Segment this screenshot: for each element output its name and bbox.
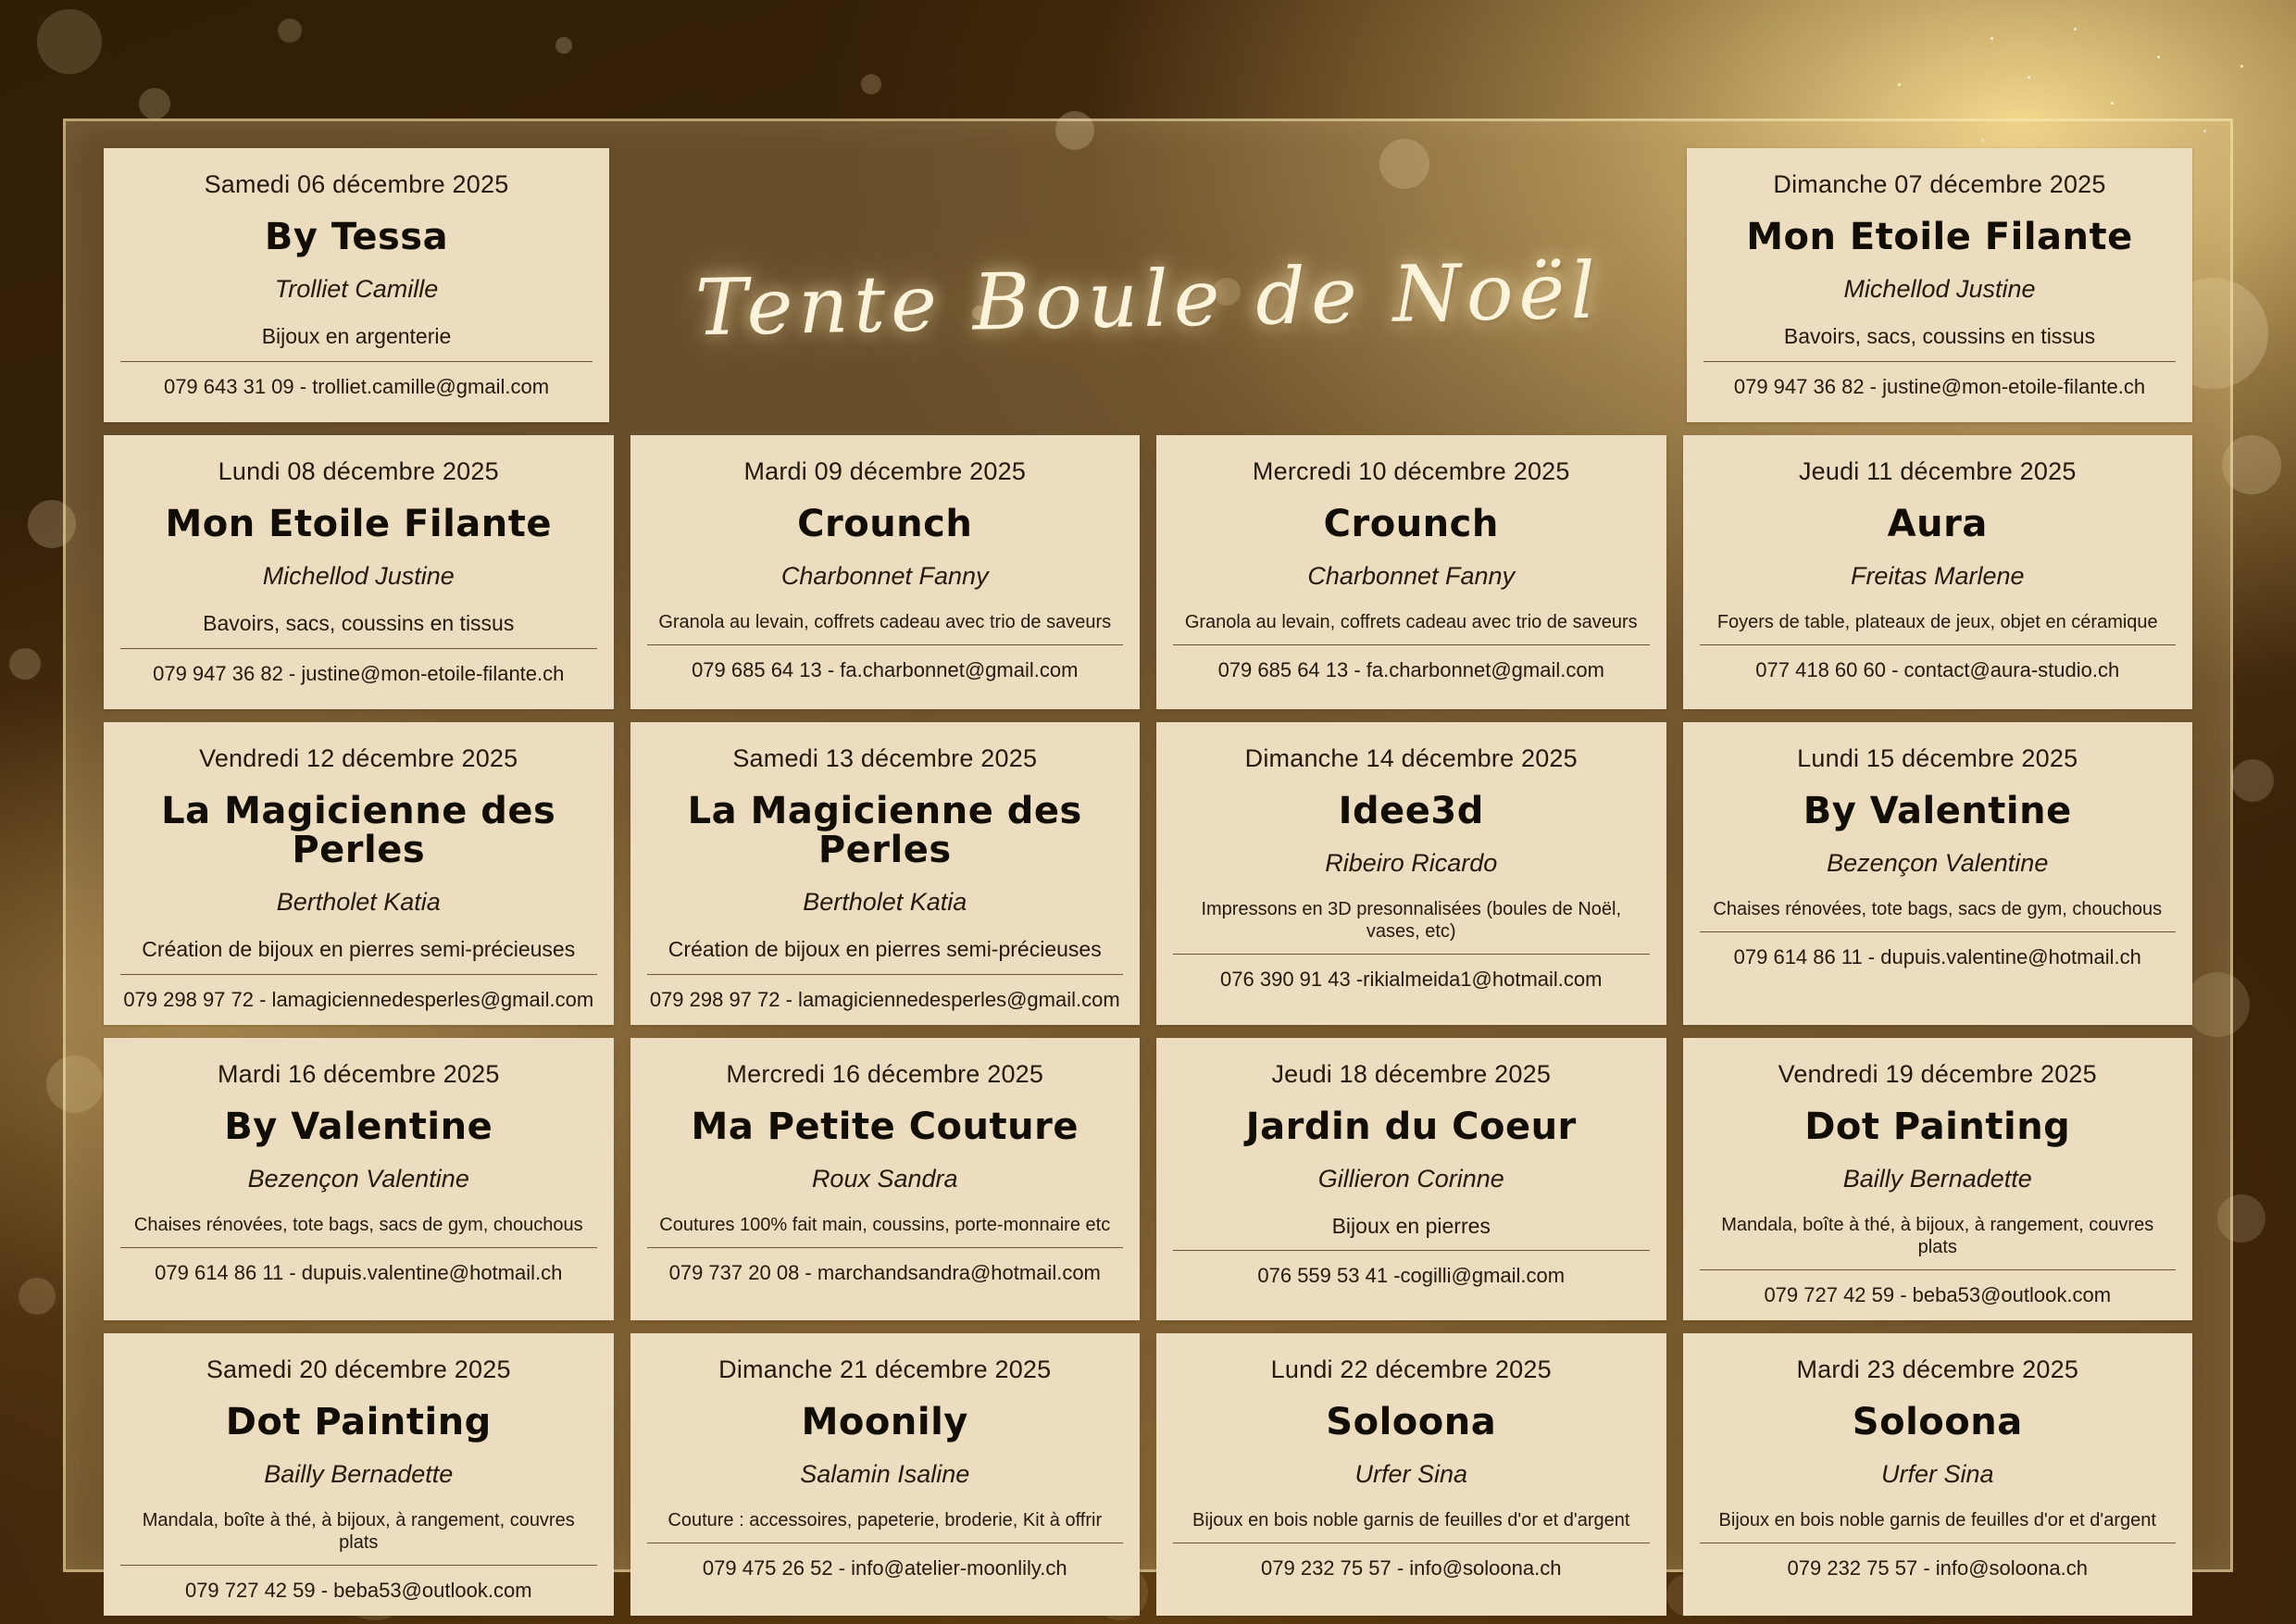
card-desc: Impressons en 3D presonnalisées (boules de Noël, vases, etc) <box>1173 898 1650 955</box>
card-shop: La Magicienne des Perles <box>161 790 556 871</box>
card-desc: Couture : accessoires, papeterie, broderie, Kit à offrir <box>647 1509 1124 1543</box>
card-date: Jeudi 18 décembre 2025 <box>1271 1059 1552 1088</box>
card-shop: By Valentine <box>224 1105 493 1148</box>
schedule-grid <box>104 435 2192 1616</box>
card-shop: La Magicienne des Perles <box>687 790 1082 871</box>
card-date: Mardi 23 décembre 2025 <box>1796 1355 2079 1383</box>
card-contact[interactable]: 079 232 75 57 - info@soloona.ch <box>1787 1555 2088 1580</box>
card-shop: By Tessa <box>264 216 449 258</box>
card-date: Samedi 20 décembre 2025 <box>206 1355 511 1383</box>
vendor-card[interactable] <box>1156 435 1666 709</box>
sparkle-icon <box>2028 76 2030 79</box>
bokeh-circle <box>9 648 41 680</box>
bokeh-circle <box>861 74 881 94</box>
card-date: Dimanche 07 décembre 2025 <box>1773 170 2106 198</box>
card-date: Mercredi 16 décembre 2025 <box>726 1059 1044 1088</box>
card-desc: Granola au levain, coffrets cadeau avec trio de saveurs <box>1173 611 1650 645</box>
vendor-card[interactable] <box>630 1333 1141 1616</box>
sparkle-icon <box>2111 102 2114 105</box>
card-person: Urfer Sina <box>1354 1459 1468 1488</box>
vendor-card[interactable] <box>104 1038 614 1320</box>
card-date: Lundi 22 décembre 2025 <box>1270 1355 1552 1383</box>
card-person: Salamin Isaline <box>800 1459 970 1488</box>
vendor-card[interactable] <box>1156 722 1666 1025</box>
card-date: Vendredi 19 décembre 2025 <box>1778 1059 2097 1088</box>
card-person: Charbonnet Fanny <box>1307 562 1516 590</box>
card-date: Jeudi 11 décembre 2025 <box>1798 457 2077 485</box>
card-person: Charbonnet Fanny <box>780 562 989 590</box>
card-date: Lundi 08 décembre 2025 <box>218 457 499 485</box>
card-contact[interactable]: 079 727 42 59 - beba53@outlook.com <box>1764 1282 2112 1306</box>
card-shop: Ma Petite Couture <box>691 1105 1079 1148</box>
card-person: Bailly Bernadette <box>264 1459 454 1488</box>
card-contact[interactable]: 079 947 36 82 - justine@mon-etoile-filante.ch <box>153 661 565 685</box>
card-contact[interactable]: 076 559 53 41 -cogilli@gmail.com <box>1257 1264 1566 1288</box>
card-desc: Mandala, boîte à thé, à bijoux, à rangement, couvres plats <box>1700 1214 2177 1270</box>
card-date: Mardi 09 décembre 2025 <box>743 457 1027 485</box>
card-contact[interactable]: 079 947 36 82 - justine@mon-etoile-filante.ch <box>1733 374 2146 398</box>
card-person: Trolliet Camille <box>274 275 439 303</box>
card-contact[interactable]: 079 232 75 57 - info@soloona.ch <box>1261 1555 1562 1580</box>
card-date: Samedi 13 décembre 2025 <box>732 744 1038 772</box>
card-shop: Soloona <box>1852 1400 2023 1443</box>
card-contact[interactable]: 079 614 86 11 - dupuis.valentine@hotmail.ch <box>155 1260 563 1284</box>
card-desc: Bijoux en bois noble garnis de feuilles d'or et d'argent <box>1700 1509 2177 1543</box>
card-desc: Bavoirs, sacs, coussins en tissus <box>1703 324 2176 362</box>
card-date: Lundi 15 décembre 2025 <box>1797 744 2078 772</box>
card-desc: Création de bijoux en pierres semi-précieuses <box>647 937 1124 975</box>
card-contact[interactable]: 077 418 60 60 - contact@aura-studio.ch <box>1755 658 2120 681</box>
sparkle-icon <box>1990 37 1993 40</box>
card-shop: Moonily <box>801 1400 968 1443</box>
card-contact[interactable]: 079 614 86 11 - dupuis.valentine@hotmail.ch <box>1733 945 2141 968</box>
vendor-card[interactable] <box>630 1038 1141 1320</box>
card-desc: Bijoux en pierres <box>1173 1214 1650 1252</box>
card-contact[interactable]: 079 685 64 13 - fa.charbonnet@gmail.com <box>1217 658 1604 681</box>
card-person: Bezençon Valentine <box>247 1164 469 1193</box>
card-desc: Bavoirs, sacs, coussins en tissus <box>120 611 597 649</box>
bokeh-circle <box>2231 759 2274 802</box>
vendor-card[interactable] <box>1683 1038 2193 1320</box>
card-shop: Dot Painting <box>1804 1105 2071 1148</box>
card-contact[interactable]: 079 298 97 72 - lamagiciennedesperles@gmail.com <box>649 987 1120 1011</box>
bokeh-circle <box>19 1278 56 1315</box>
vendor-card[interactable] <box>104 1333 614 1616</box>
bokeh-circle <box>139 88 170 119</box>
card-shop: Aura <box>1887 503 1988 545</box>
sparkle-icon <box>2074 28 2077 31</box>
vendor-card[interactable] <box>104 148 609 422</box>
vendor-card[interactable] <box>630 435 1141 709</box>
card-desc: Foyers de table, plateaux de jeux, objet en céramique <box>1700 611 2177 645</box>
card-shop: Idee3d <box>1338 790 1484 832</box>
card-contact[interactable]: 079 643 31 09 - trolliet.camille@gmail.com <box>163 374 550 398</box>
card-desc: Chaises rénovées, tote bags, sacs de gym, chouchous <box>120 1214 597 1248</box>
card-date: Dimanche 21 décembre 2025 <box>718 1355 1052 1383</box>
card-desc: Coutures 100% fait main, coussins, porte-monnaire etc <box>647 1214 1124 1248</box>
sparkle-icon <box>2240 65 2243 68</box>
sparkle-icon <box>1898 83 1901 86</box>
vendor-card[interactable] <box>1156 1038 1666 1320</box>
card-shop: Mon Etoile Filante <box>1746 216 2133 258</box>
card-contact[interactable]: 079 475 26 52 - info@atelier-moonlily.ch <box>702 1555 1067 1580</box>
card-person: Bertholet Katia <box>276 888 441 916</box>
card-person: Freitas Marlene <box>1850 562 2025 590</box>
card-shop: Soloona <box>1326 1400 1497 1443</box>
card-desc: Bijoux en argenterie <box>120 324 593 362</box>
vendor-card[interactable] <box>1683 1333 2193 1616</box>
card-desc: Mandala, boîte à thé, à bijoux, à rangement, couvres plats <box>120 1509 597 1566</box>
card-person: Urfer Sina <box>1880 1459 1994 1488</box>
card-shop: Dot Painting <box>225 1400 492 1443</box>
vendor-card[interactable] <box>104 722 614 1025</box>
card-date: Mercredi 10 décembre 2025 <box>1252 457 1570 485</box>
card-contact[interactable]: 079 737 20 08 - marchandsandra@hotmail.com <box>668 1260 1101 1284</box>
bokeh-circle <box>278 19 302 43</box>
card-shop: By Valentine <box>1803 790 2072 832</box>
vendor-card[interactable] <box>1687 148 2192 422</box>
sparkle-icon <box>2157 56 2160 58</box>
bokeh-circle <box>555 37 572 54</box>
card-person: Bailly Bernadette <box>1842 1164 2032 1193</box>
card-contact[interactable]: 079 727 42 59 - beba53@outlook.com <box>184 1578 532 1602</box>
vendor-card[interactable] <box>1683 722 2193 1025</box>
schedule-row-top <box>104 148 2192 422</box>
card-contact[interactable]: 076 390 91 43 -rikialmeida1@hotmail.com <box>1220 968 1603 991</box>
card-shop: Jardin du Coeur <box>1245 1105 1577 1148</box>
card-person: Gillieron Corinne <box>1317 1164 1504 1193</box>
card-person: Ribeiro Ricardo <box>1325 849 1498 877</box>
card-contact[interactable]: 079 685 64 13 - fa.charbonnet@gmail.com <box>692 658 1079 681</box>
card-desc: Chaises rénovées, tote bags, sacs de gym, chouchous <box>1700 898 2177 932</box>
card-person: Bezençon Valentine <box>1827 849 2049 877</box>
card-shop: Mon Etoile Filante <box>165 503 553 545</box>
bokeh-circle <box>37 9 102 74</box>
card-person: Michellod Justine <box>1843 275 2036 303</box>
card-person: Roux Sandra <box>811 1164 958 1193</box>
card-date: Vendredi 12 décembre 2025 <box>199 744 518 772</box>
vendor-card[interactable] <box>1683 435 2193 709</box>
card-person: Michellod Justine <box>262 562 455 590</box>
vendor-card[interactable] <box>104 435 614 709</box>
card-desc: Granola au levain, coffrets cadeau avec trio de saveurs <box>647 611 1124 645</box>
card-contact[interactable]: 079 298 97 72 - lamagiciennedesperles@gmail.com <box>123 987 594 1011</box>
card-person: Bertholet Katia <box>803 888 967 916</box>
card-date: Samedi 06 décembre 2025 <box>204 170 509 198</box>
card-desc: Création de bijoux en pierres semi-précieuses <box>120 937 597 975</box>
card-shop: Crounch <box>1323 503 1499 545</box>
card-desc: Bijoux en bois noble garnis de feuilles d'or et d'argent <box>1173 1509 1650 1543</box>
card-date: Dimanche 14 décembre 2025 <box>1244 744 1578 772</box>
page-title: Tente Boule de Noël <box>694 244 1602 354</box>
card-date: Mardi 16 décembre 2025 <box>217 1059 500 1088</box>
vendor-card[interactable] <box>1156 1333 1666 1616</box>
card-shop: Crounch <box>797 503 973 545</box>
vendor-card[interactable] <box>630 722 1141 1025</box>
